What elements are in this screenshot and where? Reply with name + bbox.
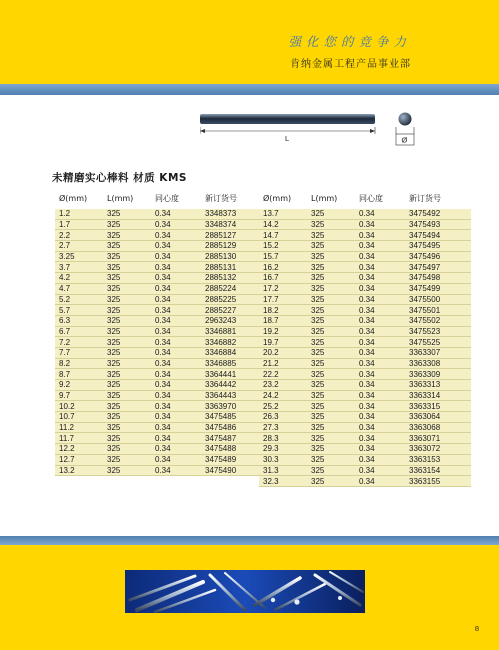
cell-diameter: 7.2 [59, 337, 71, 347]
cell-concentricity: 0.34 [155, 348, 171, 358]
cell-order-no: 3364442 [205, 380, 237, 390]
cell-diameter: 2.2 [59, 230, 71, 240]
cell-length: 325 [311, 220, 325, 230]
cell-length: 325 [311, 423, 325, 433]
cell-concentricity: 0.34 [155, 412, 171, 422]
cell-concentricity: 0.34 [155, 220, 171, 230]
cell-concentricity: 0.34 [155, 369, 171, 379]
cell-length: 325 [107, 401, 121, 411]
table-row [55, 305, 267, 316]
cell-length: 325 [107, 326, 121, 336]
cell-diameter: 29.3 [263, 444, 279, 454]
cell-order-no: 2885129 [205, 241, 237, 251]
cell-order-no: 3363064 [409, 412, 441, 422]
cell-length: 325 [107, 284, 121, 294]
cell-length: 325 [311, 241, 325, 251]
cell-length: 325 [107, 412, 121, 422]
cell-length: 325 [107, 209, 121, 219]
cell-concentricity: 0.34 [359, 252, 375, 262]
cell-diameter: 2.7 [59, 241, 71, 251]
cell-concentricity: 0.34 [155, 305, 171, 315]
table-row [55, 252, 267, 263]
cell-diameter: 17.7 [263, 294, 279, 304]
cell-concentricity: 0.34 [359, 465, 375, 475]
cell-diameter: 27.3 [263, 423, 279, 433]
cell-length: 325 [311, 284, 325, 294]
cell-order-no: 3346882 [205, 337, 237, 347]
cell-order-no: 3363307 [409, 348, 441, 358]
cell-length: 325 [311, 401, 325, 411]
rods-photo [125, 570, 365, 613]
table-row [259, 316, 471, 327]
cell-length: 325 [311, 316, 325, 326]
cell-concentricity: 0.34 [155, 284, 171, 294]
table-row [259, 412, 471, 423]
table-row [55, 466, 267, 477]
cell-diameter: 3.25 [59, 252, 75, 262]
cell-diameter: 6.7 [59, 326, 71, 336]
cell-order-no: 3475499 [409, 284, 441, 294]
table-row [55, 337, 267, 348]
col-order-no: 新订货号 [409, 193, 441, 203]
table-row [259, 305, 471, 316]
cell-order-no: 3475523 [409, 326, 441, 336]
cell-concentricity: 0.34 [155, 401, 171, 411]
cell-concentricity: 0.34 [359, 209, 375, 219]
cell-diameter: 17.2 [263, 284, 279, 294]
table-row [55, 412, 267, 423]
table-row [259, 230, 471, 241]
cell-length: 325 [311, 412, 325, 422]
cell-order-no: 3475494 [409, 230, 441, 240]
table-row [259, 369, 471, 380]
table-row [55, 348, 267, 359]
cell-length: 325 [311, 358, 325, 368]
table-row [259, 220, 471, 231]
table-row [55, 423, 267, 434]
table-right [259, 190, 471, 487]
cell-concentricity: 0.34 [359, 455, 375, 465]
cell-order-no: 3475492 [409, 209, 441, 219]
cell-concentricity: 0.34 [359, 305, 375, 315]
cell-order-no: 3348374 [205, 220, 237, 230]
table-row [259, 466, 471, 477]
cell-length: 325 [107, 433, 121, 443]
table-row [55, 284, 267, 295]
table-row [259, 337, 471, 348]
cell-length: 325 [107, 252, 121, 262]
cell-order-no: 2885224 [205, 284, 237, 294]
table-row [259, 252, 471, 263]
cell-length: 325 [311, 433, 325, 443]
cell-concentricity: 0.34 [155, 391, 171, 401]
cell-order-no: 3346885 [205, 358, 237, 368]
slogan: 强化您的竞争力 [288, 34, 411, 49]
cell-order-no: 3475493 [409, 220, 441, 230]
table-row [55, 401, 267, 412]
rod-diagram [200, 110, 425, 148]
cell-diameter: 14.2 [263, 220, 279, 230]
cell-order-no: 3475495 [409, 241, 441, 251]
cell-diameter: 10.7 [59, 412, 75, 422]
header-band [0, 0, 499, 95]
cell-concentricity: 0.34 [155, 209, 171, 219]
page-number: 8 [474, 624, 479, 633]
cell-diameter: 5.7 [59, 305, 71, 315]
cell-concentricity: 0.34 [155, 273, 171, 283]
cell-concentricity: 0.34 [155, 444, 171, 454]
cell-order-no: 3346884 [205, 348, 237, 358]
cell-diameter: 8.2 [59, 358, 71, 368]
cell-length: 325 [311, 391, 325, 401]
cell-order-no: 3363308 [409, 358, 441, 368]
cell-concentricity: 0.34 [359, 220, 375, 230]
cell-concentricity: 0.34 [359, 412, 375, 422]
cell-concentricity: 0.34 [155, 230, 171, 240]
cell-order-no: 2885130 [205, 252, 237, 262]
table-row [259, 380, 471, 391]
cell-diameter: 19.2 [263, 326, 279, 336]
cell-concentricity: 0.34 [155, 326, 171, 336]
cell-diameter: 10.2 [59, 401, 75, 411]
cell-concentricity: 0.34 [359, 423, 375, 433]
cell-order-no: 3475489 [205, 455, 237, 465]
table-row [259, 455, 471, 466]
cell-length: 325 [311, 252, 325, 262]
cell-concentricity: 0.34 [359, 369, 375, 379]
cell-length: 325 [311, 380, 325, 390]
cell-diameter: 26.3 [263, 412, 279, 422]
cell-diameter: 19.7 [263, 337, 279, 347]
cell-length: 325 [311, 209, 325, 219]
cell-length: 325 [311, 262, 325, 272]
cell-concentricity: 0.34 [155, 294, 171, 304]
cell-diameter: 15.7 [263, 252, 279, 262]
cell-order-no: 3475500 [409, 294, 441, 304]
cell-diameter: 21.2 [263, 358, 279, 368]
table-row [259, 391, 471, 402]
table-header [55, 190, 267, 206]
cell-concentricity: 0.34 [359, 433, 375, 443]
cell-diameter: 28.3 [263, 433, 279, 443]
cell-order-no: 2885131 [205, 262, 237, 272]
cell-diameter: 15.2 [263, 241, 279, 251]
cell-length: 325 [311, 294, 325, 304]
cell-diameter: 22.2 [263, 369, 279, 379]
cell-length: 325 [107, 391, 121, 401]
cell-order-no: 2885127 [205, 230, 237, 240]
cell-order-no: 3475525 [409, 337, 441, 347]
table-row [259, 209, 471, 220]
cell-length: 325 [311, 230, 325, 240]
cell-diameter: 4.2 [59, 273, 71, 283]
cell-length: 325 [311, 444, 325, 454]
table-row [259, 401, 471, 412]
cell-diameter: 16.7 [263, 273, 279, 283]
cell-diameter: 1.7 [59, 220, 71, 230]
cell-length: 325 [107, 369, 121, 379]
cell-concentricity: 0.34 [359, 380, 375, 390]
cell-length: 325 [107, 305, 121, 315]
cell-order-no: 3363072 [409, 444, 441, 454]
col-concentricity: 同心度 [155, 193, 179, 203]
cell-concentricity: 0.34 [359, 273, 375, 283]
cell-order-no: 3363315 [409, 401, 441, 411]
cell-diameter: 13.7 [263, 209, 279, 219]
table-row [55, 380, 267, 391]
cell-length: 325 [311, 348, 325, 358]
cell-order-no: 3475485 [205, 412, 237, 422]
cell-diameter: 7.7 [59, 348, 71, 358]
table-row [259, 433, 471, 444]
length-label: L [285, 134, 290, 143]
cell-order-no: 3475490 [205, 465, 237, 475]
cell-order-no: 3364441 [205, 369, 237, 379]
cell-length: 325 [107, 273, 121, 283]
cell-order-no: 3346881 [205, 326, 237, 336]
cell-length: 325 [311, 337, 325, 347]
cell-concentricity: 0.34 [359, 316, 375, 326]
col-diameter: Ø(mm) [263, 193, 292, 203]
table-row [259, 273, 471, 284]
cell-length: 325 [107, 348, 121, 358]
cell-diameter: 9.7 [59, 391, 71, 401]
cell-concentricity: 0.34 [155, 262, 171, 272]
cell-concentricity: 0.34 [359, 230, 375, 240]
cell-order-no: 3475497 [409, 262, 441, 272]
col-diameter: Ø(mm) [59, 193, 88, 203]
cell-diameter: 32.3 [263, 476, 279, 486]
table-row [55, 209, 267, 220]
table-row [259, 262, 471, 273]
cell-concentricity: 0.34 [359, 241, 375, 251]
cell-diameter: 18.2 [263, 305, 279, 315]
cell-order-no: 3363071 [409, 433, 441, 443]
cell-diameter: 3.7 [59, 262, 71, 272]
col-length: L(mm) [311, 193, 338, 203]
cell-concentricity: 0.34 [155, 455, 171, 465]
cell-order-no: 2885225 [205, 294, 237, 304]
table-row [259, 359, 471, 370]
cell-concentricity: 0.34 [359, 444, 375, 454]
cell-order-no: 3475486 [205, 423, 237, 433]
table-header [259, 190, 471, 206]
cell-diameter: 5.2 [59, 294, 71, 304]
cell-diameter: 11.2 [59, 423, 74, 433]
table-row [55, 273, 267, 284]
cell-concentricity: 0.34 [155, 380, 171, 390]
cell-order-no: 3475501 [409, 305, 441, 315]
cell-diameter: 4.7 [59, 284, 71, 294]
cell-length: 325 [107, 337, 121, 347]
cell-concentricity: 0.34 [155, 358, 171, 368]
cell-order-no: 3475488 [205, 444, 237, 454]
cell-order-no: 3475487 [205, 433, 237, 443]
cell-order-no: 2963243 [205, 316, 237, 326]
cell-concentricity: 0.34 [155, 241, 171, 251]
table-row [259, 423, 471, 434]
cell-order-no: 3363313 [409, 380, 441, 390]
table-left [55, 190, 267, 476]
cell-concentricity: 0.34 [155, 423, 171, 433]
cell-order-no: 3363314 [409, 391, 441, 401]
table-row [55, 316, 267, 327]
cell-length: 325 [107, 444, 121, 454]
cell-diameter: 24.2 [263, 391, 279, 401]
cell-length: 325 [311, 455, 325, 465]
cell-length: 325 [107, 465, 121, 475]
cell-length: 325 [107, 262, 121, 272]
cell-length: 325 [107, 316, 121, 326]
col-length: L(mm) [107, 193, 134, 203]
cell-concentricity: 0.34 [359, 401, 375, 411]
company-name: 肯纳金属工程产品事业部 [290, 59, 411, 70]
cell-diameter: 8.7 [59, 369, 71, 379]
table-row [259, 327, 471, 338]
cell-length: 325 [311, 369, 325, 379]
cell-diameter: 31.3 [263, 465, 279, 475]
table-row [259, 295, 471, 306]
cell-concentricity: 0.34 [155, 316, 171, 326]
cell-order-no: 3363154 [409, 465, 441, 475]
cell-order-no: 3363309 [409, 369, 441, 379]
cell-concentricity: 0.34 [359, 348, 375, 358]
rod-end-view [399, 113, 412, 126]
table-body [55, 209, 267, 476]
cell-diameter: 23.2 [263, 380, 279, 390]
table-row [55, 369, 267, 380]
cell-length: 325 [311, 305, 325, 315]
cell-diameter: 20.2 [263, 348, 279, 358]
cell-concentricity: 0.34 [359, 262, 375, 272]
cell-concentricity: 0.34 [155, 465, 171, 475]
cell-concentricity: 0.34 [359, 476, 375, 486]
header-blue-bar [0, 84, 499, 95]
cell-order-no: 2885132 [205, 273, 237, 283]
cell-length: 325 [107, 380, 121, 390]
cell-concentricity: 0.34 [155, 252, 171, 262]
cell-order-no: 3475498 [409, 273, 441, 283]
col-concentricity: 同心度 [359, 193, 383, 203]
table-row [55, 327, 267, 338]
cell-length: 325 [107, 358, 121, 368]
cell-length: 325 [107, 423, 121, 433]
table-row [55, 433, 267, 444]
table-row [259, 348, 471, 359]
cell-diameter: 11.7 [59, 433, 74, 443]
table-row [55, 241, 267, 252]
cell-order-no: 3475496 [409, 252, 441, 262]
table-row [259, 284, 471, 295]
table-row [55, 455, 267, 466]
diameter-label: Ø [401, 135, 408, 145]
table-row [55, 262, 267, 273]
table-row [55, 444, 267, 455]
cell-length: 325 [107, 241, 121, 251]
table-body [259, 209, 471, 487]
table-row [259, 241, 471, 252]
cell-diameter: 16.2 [263, 262, 279, 272]
footer-blue-bar [0, 536, 499, 545]
cell-diameter: 30.3 [263, 455, 279, 465]
cell-order-no: 3475502 [409, 316, 441, 326]
cell-order-no: 2885227 [205, 305, 237, 315]
table-row [55, 230, 267, 241]
cell-length: 325 [311, 326, 325, 336]
table-row [259, 476, 471, 487]
cell-diameter: 12.7 [59, 455, 75, 465]
cell-concentricity: 0.34 [359, 284, 375, 294]
cell-diameter: 25.2 [263, 401, 279, 411]
cell-diameter: 1.2 [59, 209, 71, 219]
cell-concentricity: 0.34 [359, 326, 375, 336]
cell-length: 325 [107, 230, 121, 240]
cell-length: 325 [311, 476, 325, 486]
cell-length: 325 [107, 220, 121, 230]
cell-concentricity: 0.34 [359, 337, 375, 347]
cell-order-no: 3364443 [205, 391, 237, 401]
cell-length: 325 [107, 294, 121, 304]
table-row [259, 444, 471, 455]
table-row [55, 295, 267, 306]
cell-concentricity: 0.34 [155, 337, 171, 347]
cell-concentricity: 0.34 [359, 391, 375, 401]
table-row [55, 220, 267, 231]
cell-concentricity: 0.34 [155, 433, 171, 443]
cell-concentricity: 0.34 [359, 358, 375, 368]
col-order-no: 新订货号 [205, 193, 237, 203]
cell-order-no: 3363068 [409, 423, 441, 433]
cell-order-no: 3363155 [409, 476, 441, 486]
cell-order-no: 3363970 [205, 401, 237, 411]
cell-length: 325 [311, 273, 325, 283]
table-row [55, 391, 267, 402]
cell-diameter: 18.7 [263, 316, 279, 326]
table-row [55, 359, 267, 370]
cell-diameter: 14.7 [263, 230, 279, 240]
rod-side-view [200, 114, 375, 124]
cell-diameter: 6.3 [59, 316, 71, 326]
cell-length: 325 [107, 455, 121, 465]
cell-concentricity: 0.34 [359, 294, 375, 304]
cell-diameter: 12.2 [59, 444, 75, 454]
cell-order-no: 3348373 [205, 209, 237, 219]
section-title: 未精磨实心棒料 材质 KMS [52, 172, 187, 184]
cell-diameter: 13.2 [59, 465, 75, 475]
cell-order-no: 3363153 [409, 455, 441, 465]
cell-diameter: 9.2 [59, 380, 71, 390]
cell-length: 325 [311, 465, 325, 475]
